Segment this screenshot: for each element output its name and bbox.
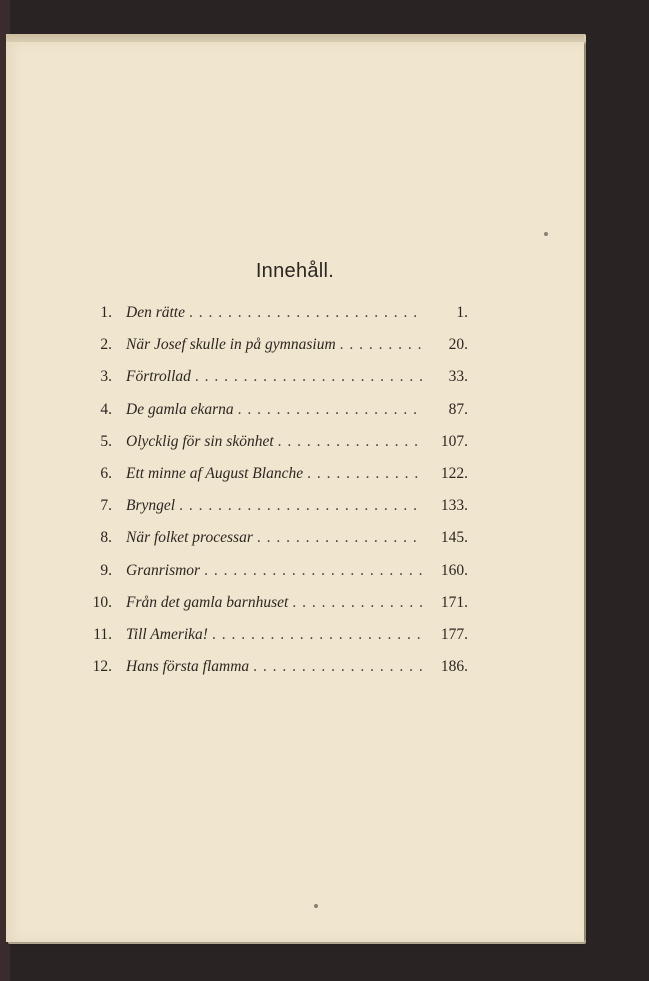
entry-page: 160. (440, 561, 468, 579)
dot-leader (189, 304, 422, 322)
entry-number: 5. (100, 432, 112, 450)
dot-leader (212, 626, 422, 644)
entry-page: 177. (440, 625, 468, 643)
entry-title: När Josef skulle in på gymnasium (126, 336, 336, 354)
dot-leader (253, 658, 422, 676)
dot-leader (307, 465, 422, 483)
toc-entry-4 (72, 401, 468, 433)
dot-leader (179, 497, 422, 515)
paper-speck (314, 904, 318, 908)
entry-number: 8. (100, 529, 112, 547)
book-page (6, 42, 584, 942)
entry-number: 6. (100, 464, 112, 482)
entry-title: Till Amerika! (126, 625, 208, 643)
entry-page: 33. (448, 368, 468, 386)
entry-title: Ett minne af August Blanche (126, 464, 304, 482)
toc-entry-1 (72, 304, 468, 336)
entry-page: 145. (440, 529, 468, 547)
dot-leader (257, 529, 422, 547)
entry-title: Den rätte (126, 304, 185, 321)
paper-speck (544, 232, 548, 236)
entry-title: Bryngel (126, 497, 176, 515)
entry-page: 1. (456, 304, 468, 321)
entry-title: Hans första flamma (126, 658, 250, 676)
dot-leader (238, 401, 422, 419)
entry-page: 186. (440, 658, 468, 676)
page-title: Innehåll. (255, 260, 335, 282)
entry-title: Olycklig för sin skönhet (126, 432, 274, 450)
toc-entry-8 (72, 529, 468, 561)
entry-page: 133. (440, 497, 468, 515)
toc-entry-7 (72, 497, 468, 529)
table-of-contents (72, 304, 468, 690)
toc-entry-6 (72, 465, 468, 497)
dot-leader (195, 368, 422, 386)
entry-page: 87. (448, 400, 468, 418)
toc-entry-11 (72, 626, 468, 658)
entry-number: 3. (100, 368, 112, 386)
dot-leader (204, 562, 422, 580)
entry-number: 11. (93, 625, 112, 643)
entry-title: Förtrollad (126, 368, 191, 386)
toc-entry-2 (72, 336, 468, 368)
entry-page: 122. (440, 464, 468, 482)
toc-entry-3 (72, 368, 468, 400)
dot-leader (292, 594, 422, 612)
entry-number: 12. (92, 658, 112, 676)
entry-title: De gamla ekarna (126, 400, 234, 418)
entry-number: 2. (100, 336, 112, 354)
dot-leader (340, 336, 422, 354)
toc-entry-12 (72, 658, 468, 690)
toc-entry-9 (72, 562, 468, 594)
entry-title: Från det gamla barnhuset (126, 593, 289, 611)
toc-entry-5 (72, 433, 468, 465)
dot-leader (278, 433, 422, 451)
entry-page: 107. (440, 432, 468, 450)
toc-entry-10 (72, 594, 468, 626)
entry-number: 10. (92, 593, 112, 611)
entry-number: 9. (100, 561, 112, 579)
entry-number: 1. (100, 304, 112, 321)
entry-title: När folket processar (126, 529, 253, 547)
entry-page: 20. (448, 336, 468, 354)
entry-title: Granrismor (126, 561, 201, 579)
entry-page: 171. (440, 593, 468, 611)
entry-number: 7. (100, 497, 112, 515)
entry-number: 4. (100, 400, 112, 418)
